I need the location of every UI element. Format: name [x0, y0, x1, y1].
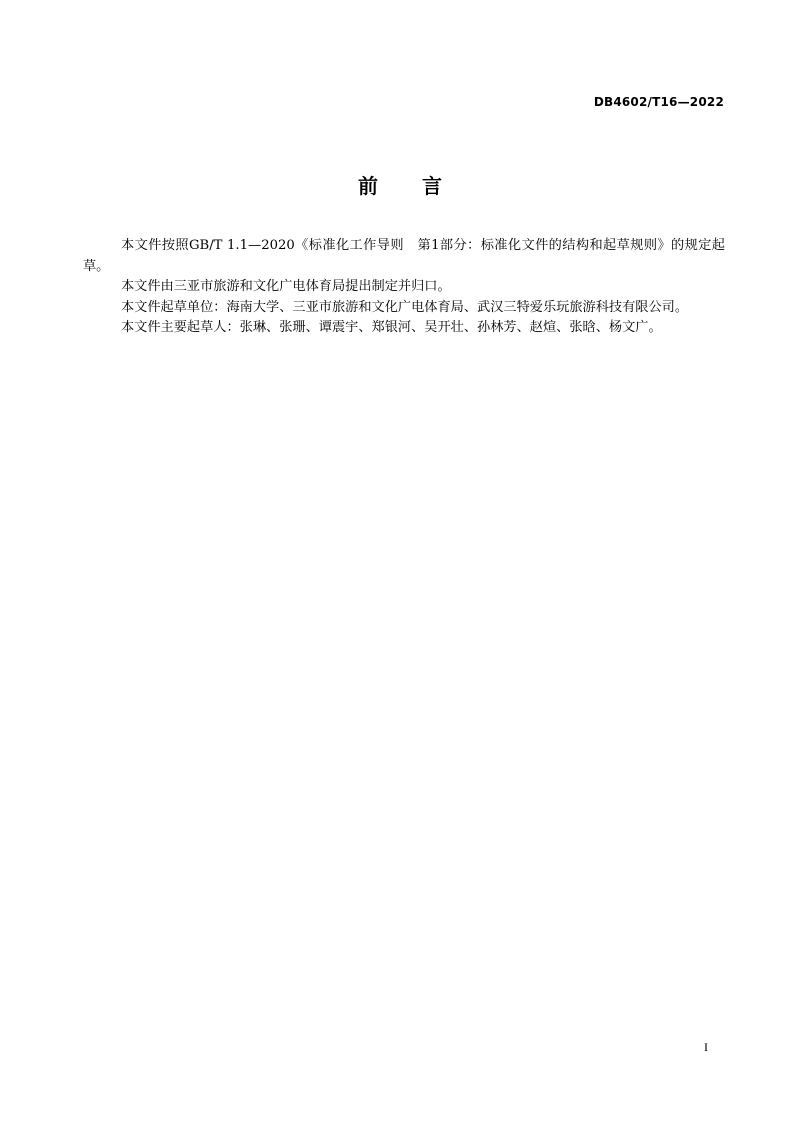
- paragraph-proposer: 本文件由三亚市旅游和文化广电体育局提出制定并归口。: [121, 279, 451, 294]
- title-char-1: 前: [358, 174, 378, 198]
- page-title: [0, 170, 800, 199]
- document-code: DB4602/T16—2022: [593, 95, 724, 109]
- foreword-body: [83, 236, 725, 339]
- paragraph-drafters: 本文件主要起草人：张琳、张珊、谭震宇、郑银河、吴开壮、孙林芳、赵煊、张晗、杨文广。: [121, 320, 662, 335]
- paragraph-standard-basis: 本文件按照GB/T 1.1—2020《标准化工作导则 第1部分：标准化文件的结构和起草规则》的规定起草。: [83, 238, 725, 274]
- title-char-2: 言: [422, 174, 442, 198]
- page-number: I: [704, 1040, 708, 1054]
- paragraph-drafting-units: 本文件起草单位：海南大学、三亚市旅游和文化广电体育局、武汉三特爱乐玩旅游科技有限公司。: [121, 299, 689, 315]
